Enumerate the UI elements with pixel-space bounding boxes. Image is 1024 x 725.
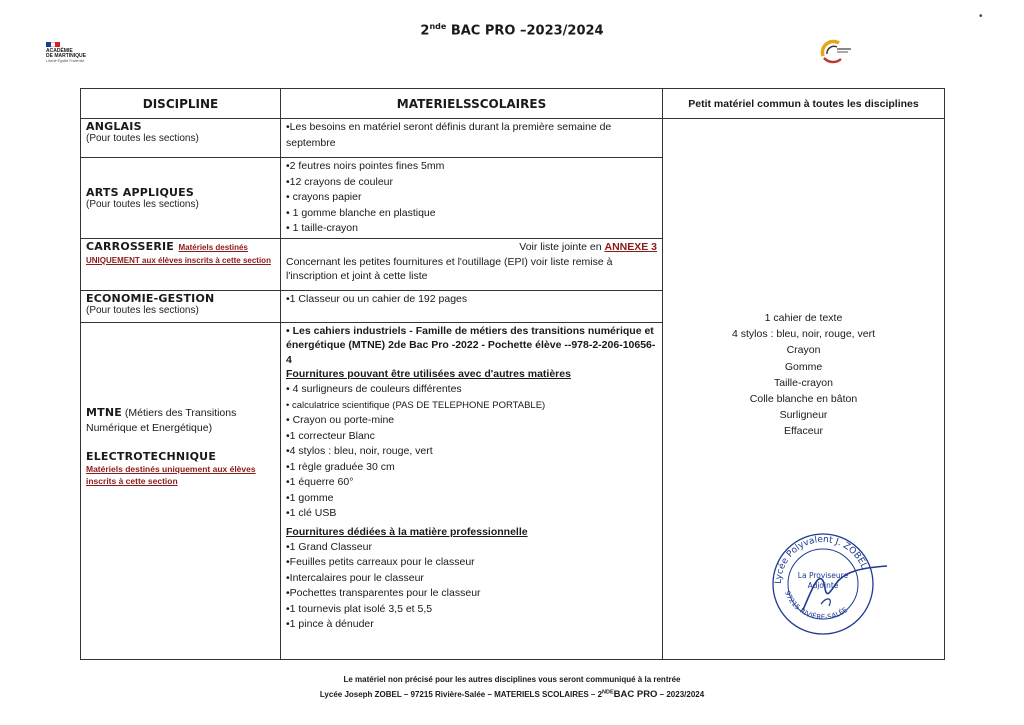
list-item: • 4 surligneurs de couleurs différentes <box>286 383 462 395</box>
petit-item: 1 cahier de texte <box>764 312 843 324</box>
list-item: • Crayon ou porte-mine <box>286 414 395 426</box>
flag-icon <box>46 42 60 47</box>
section-heading: Fournitures dédiées à la matière professionnelle <box>286 525 528 538</box>
header-petit-materiel: Petit matériel commun à toutes les disciplines <box>663 89 945 119</box>
list-item: •4 stylos : bleu, noir, rouge, vert <box>286 445 433 457</box>
list-item: • 1 taille-crayon <box>286 222 358 234</box>
petit-item: Gomme <box>784 360 823 373</box>
annexe-link: ANNEXE 3 <box>604 240 657 253</box>
row-arts: ARTS APPLIQUES (Pour toutes les sections) •2 feutres noirs pointes fines 5mm •12 crayons de couleur • crayons papier • 1 gomme blanche en plastique • 1 taille-crayon <box>81 158 945 239</box>
lycee-logo-icon <box>815 38 855 64</box>
section-heading: Fournitures pouvant être utilisées avec d'autres matières <box>286 368 571 380</box>
petit-item: 4 stylos : bleu, noir, rouge, vert <box>732 328 875 341</box>
list-item: •1 équerre 60° <box>286 476 354 488</box>
row-anglais: ANGLAIS (Pour toutes les sections) •Les besoins en matériel seront définis durant la première semaine de septembre 1 cahier de texte 4 stylos : bleu, noir, rouge, vert Crayon Gomme Taille-crayon Colle blanche en bâton Surligneur Effaceur <box>81 119 945 158</box>
official-stamp-icon <box>763 526 893 636</box>
list-item: •2 feutres noirs pointes fines 5mm <box>286 160 445 172</box>
academie-logo: ACADÉMIE DE MARTINIQUE Liberté Égalité Fraternité <box>46 42 96 63</box>
footer-line: Lycée Joseph ZOBEL – 97215 Rivière-Salée – MATERIELS SCOLAIRES – 2NDEBAC PRO – 2023/2024 <box>319 689 705 700</box>
row-mtne: MTNE (Métiers des Transitions Numérique et Energétique) ELECTROTECHNIQUE Matériels destinés uniquement aux élèves inscrits à cette section • Les cahiers industriels - Famille de métiers des transitions numérique et énergétique (MTNE) 2de Bac Pro -2022 - Pochette élève --978-2-206-10656-4 Fournitures pouvant être utilisées avec d'autres matières • 4 surligneurs de couleurs différentes • calculatrice scientifique (PAS DE TELEPHONE PORTABLE) • Crayon ou porte-mine •1 correcteur Blanc •4 stylos : bleu, noir, rouge, vert •1 règle graduée 30 cm •1 équerre 60° •1 gomme •1 clé USB Fournitures dédiées à la matière professionnelle •1 Grand Classeur •Feuilles petits carreaux pour le classeur •Intercalaires pour le classeur •Pochettes transparentes pour le classeur •1 tournevis plat isolé 3,5 et 5,5 •1 pince à dénuder <box>81 322 945 660</box>
row-carrosserie: CARROSSERIE Matériels destinés UNIQUEMENT aux élèves inscrits à cette section Voir liste jointe en ANNEXE 3 Concernant les petites fournitures et l'outillage (EPI) voir liste remise à l'inscription et joint à cette liste <box>81 238 945 290</box>
list-item: •1 Grand Classeur <box>286 540 372 553</box>
row-economie: ECONOMIE-GESTION (Pour toutes les sections) •1 Classeur ou un cahier de 192 pages <box>81 290 945 322</box>
discipline-electrotechnique: ELECTROTECHNIQUE <box>86 449 217 463</box>
discipline-economie: ECONOMIE-GESTION <box>86 291 215 305</box>
petit-item: Crayon <box>786 344 821 357</box>
list-item: •Les besoins en matériel seront définis durant la première semaine de septembre <box>286 121 612 149</box>
list-item: •Feuilles petits carreaux pour le classeur <box>286 556 475 568</box>
list-item: •1 clé USB <box>286 507 337 519</box>
svg-text:97215 RIVIÈRE-SALÉE: 97215 RIVIÈRE-SALÉE <box>783 589 850 622</box>
footer-note: Le matériel non précisé pour les autres disciplines vous seront communiqué à la rentrée <box>343 675 681 684</box>
petit-item: Effaceur <box>784 425 823 438</box>
svg-text:Adjointe: Adjointe <box>807 581 839 590</box>
list-item: • calculatrice scientifique (PAS DE TELEPHONE PORTABLE) <box>286 399 546 411</box>
svg-text:Lycée Polyvalent J. ZOBEL: Lycée Polyvalent J. ZOBEL <box>773 534 869 585</box>
discipline-anglais: ANGLAIS <box>86 120 142 133</box>
list-item: •1 gomme <box>286 491 334 504</box>
list-item: •1 règle graduée 30 cm <box>286 460 395 473</box>
header-discipline: DISCIPLINE <box>81 89 281 119</box>
petit-item: Colle blanche en bâton <box>749 393 858 406</box>
list-item: • Les cahiers industriels - Famille de métiers des transitions numérique et énergétique (MTNE) 2de Bac Pro -2022 - Pochette élève --978-2-206-10656-4 <box>286 324 656 366</box>
petit-item: Taille-crayon <box>774 376 833 389</box>
svg-text:La Proviseure: La Proviseure <box>797 571 849 580</box>
header-materiels: MATERIELSSCOLAIRES <box>281 89 663 119</box>
discipline-mtne: MTNE <box>86 405 122 419</box>
list-item: •Pochettes transparentes pour le classeur <box>286 587 481 599</box>
list-item: •1 correcteur Blanc <box>286 429 375 442</box>
list-item: •Intercalaires pour le classeur <box>286 571 424 584</box>
petit-item: Surligneur <box>779 409 828 422</box>
list-item: •1 Classeur ou un cahier de 192 pages <box>286 292 468 305</box>
list-item: •1 tournevis plat isolé 3,5 et 5,5 <box>286 602 433 615</box>
list-item: • crayons papier <box>286 191 362 203</box>
discipline-carrosserie: CARROSSERIE <box>86 239 175 253</box>
list-item: •1 pince à dénuder <box>286 618 374 630</box>
discipline-arts: ARTS APPLIQUES <box>86 185 195 199</box>
corner-mark: • <box>979 11 983 22</box>
page-title: 2nde BAC PRO –2023/2024 <box>420 22 604 39</box>
list-item: • 1 gomme blanche en plastique <box>286 206 436 219</box>
list-item: •12 crayons de couleur <box>286 175 393 188</box>
